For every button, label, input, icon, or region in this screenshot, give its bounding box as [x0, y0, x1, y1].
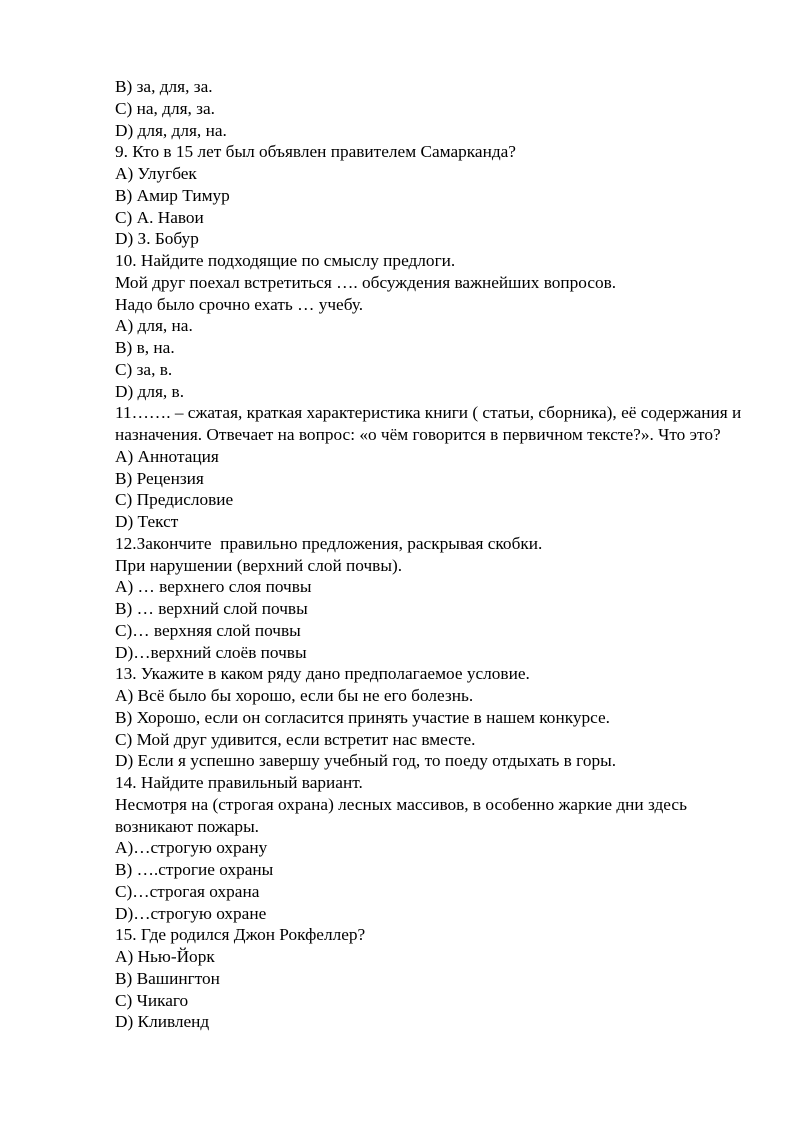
option-d-line: D) для, для, на.: [115, 120, 227, 140]
question-9-option-a: A) Улугбек: [115, 164, 197, 183]
option-b-line: B) за, для, за.: [115, 77, 213, 96]
question-11-option-a: A) Аннотация: [115, 446, 219, 466]
question-11-option-b: B) Рецензия: [115, 468, 204, 488]
question-9-option-b: B) Амир Тимур: [115, 185, 230, 205]
question-10-option-d: D) для, в.: [115, 381, 185, 401]
question-13-option-a: A) Всё было бы хорошо, если бы не его болезнь.: [115, 686, 474, 705]
question-12: 12.Закончите правильно предложения, раскрывая скобки.: [115, 533, 543, 553]
question-15-option-d: D) Кливленд: [115, 1012, 210, 1032]
question-10-option-c: C) за, в.: [115, 359, 173, 379]
question-9-option-d: D) З. Бобур: [115, 229, 199, 249]
question-12-option-d: D)…верхний слоёв почвы: [115, 642, 307, 662]
question-14-option-c: C)…строгая охрана: [115, 881, 260, 901]
option-c-line: C) на, для, за.: [115, 98, 215, 118]
question-10-option-a: A) для, на.: [115, 316, 193, 336]
question-14-sentence: Несмотря на (строгая охрана) лесных массивов, в особенно жаркие дни здесь возникают пожары.: [115, 794, 692, 836]
question-14-option-d: D)…строгую охране: [115, 903, 267, 923]
question-10-option-b: B) в, на.: [115, 338, 175, 357]
question-13-option-c: C) Мой друг удивится, если встретит нас вместе.: [115, 729, 476, 749]
question-12-sentence: При нарушении (верхний слой почвы).: [115, 555, 403, 575]
question-10: 10. Найдите подходящие по смыслу предлоги.: [115, 251, 456, 270]
question-14-option-a: A)…строгую охрану: [115, 838, 268, 858]
question-12-option-c: C)… верхняя слой почвы: [115, 620, 301, 640]
question-12-option-a: A) … верхнего слоя почвы: [115, 577, 312, 597]
document-body: [115, 76, 755, 1033]
question-10-sentence-1: Мой друг поехал встретиться …. обсуждения важнейших вопросов.: [115, 272, 617, 292]
question-14: 14. Найдите правильный вариант.: [115, 773, 363, 792]
question-13: 13. Укажите в каком ряду дано предполагаемое условие.: [115, 664, 530, 684]
question-15-option-b: B) Вашингтон: [115, 968, 220, 988]
question-15-option-a: A) Нью-Йорк: [115, 947, 215, 966]
question-13-option-d: D) Если я успешно завершу учебный год, то поеду отдыхать в горы.: [115, 751, 617, 771]
question-13-option-b: B) Хорошо, если он согласится принять участие в нашем конкурсе.: [115, 707, 611, 727]
question-11: 11……. – сжатая, краткая характеристика книги ( статьи, сборника), её содержания и назначения. Отвечает на вопрос: «о чём говорится в первичном тексте?». Что это?: [115, 403, 746, 444]
question-11-option-c: C) Предисловие: [115, 490, 234, 510]
question-14-option-b: B) ….строгие охраны: [115, 860, 274, 879]
question-12-option-b: B) … верхний слой почвы: [115, 599, 308, 618]
question-9: 9. Кто в 15 лет был объявлен правителем Самарканда?: [115, 142, 516, 162]
question-15-option-c: C) Чикаго: [115, 990, 189, 1010]
question-11-option-d: D) Текст: [115, 512, 179, 531]
question-9-option-c: C) А. Навои: [115, 207, 204, 227]
question-15: 15. Где родился Джон Рокфеллер?: [115, 925, 366, 945]
question-10-sentence-2: Надо было срочно ехать … учебу.: [115, 294, 364, 314]
